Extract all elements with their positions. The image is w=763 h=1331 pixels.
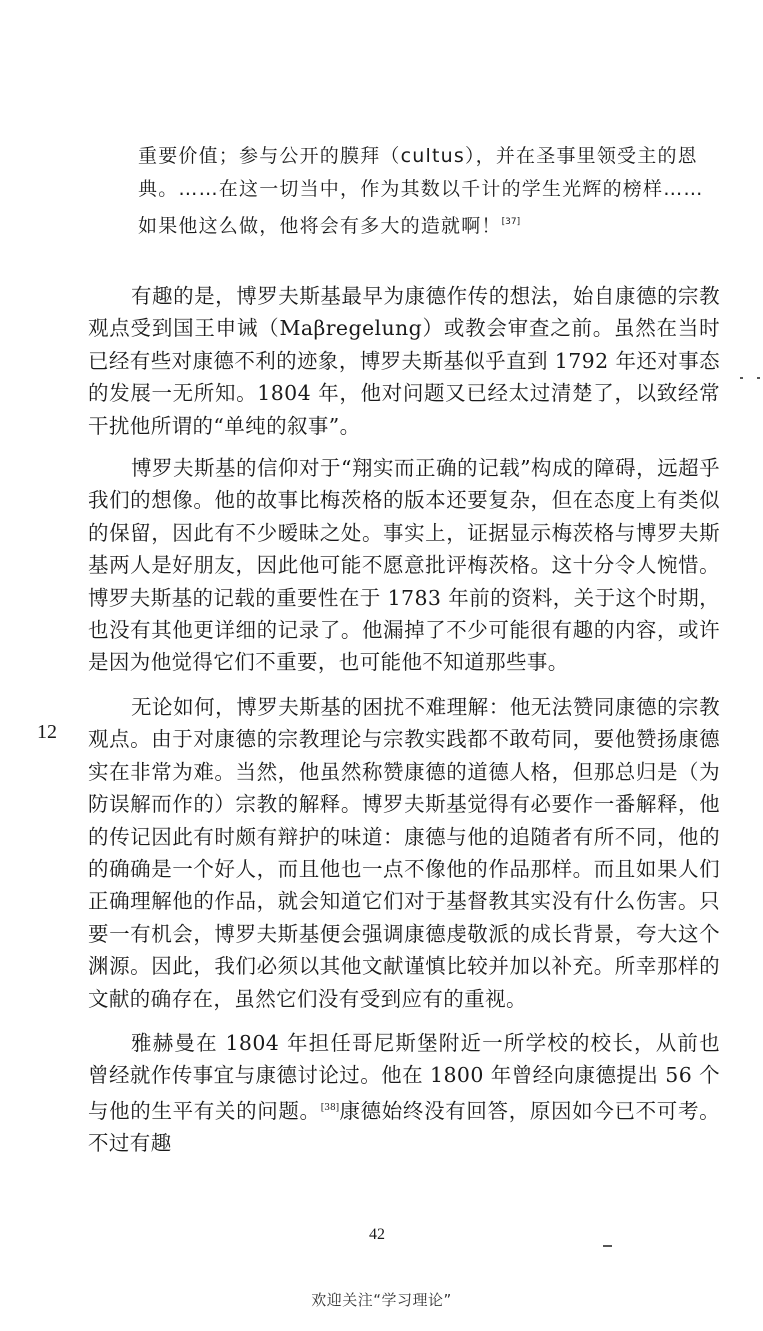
paragraph-3: 无论如何，博罗夫斯基的困扰不难理解：他无法赞同康德的宗教观点。由于对康德的宗教理论与宗教实践都不敢苟同，要他赞扬康德实在非常为难。当然，他虽然称赞康德的道德人格，但那总归是（为防误解而作的）宗教的解释。博罗夫斯基觉得有必要作一番解释，他的传记因此有时颇有辩护的味道：康德与他的追随者有所不同，他的的确确是一个好人，而且他也一点不像他的作品那样。而且如果人们正确理解他的作品，就会知道它们对于基督教其实没有什么伤害。只要一有机会，博罗夫斯基便会强调康德虔敬派的成长背景，夸大这个渊源。因此，我们必须以其他文献谨慎比较并加以补充。所幸那样的文献的确存在，虽然它们没有受到应有的重视。 <box>88 694 720 1011</box>
paragraph-4-text-after: 康德始终没有回答，原因如今已不可考。不过有趣 <box>88 1098 720 1156</box>
margin-number: 12 <box>37 721 57 743</box>
scan-speck <box>603 1245 612 1247</box>
paragraph-4-text-before: 雅赫曼在 1804 年担任哥尼斯堡附近一所学校的校长，从前也曾经就作传事宜与康德讨论过。他在 1800 年曾经向康德提出 56 个与他的生平有关的问题。 <box>88 1030 720 1123</box>
page-number: 42 <box>369 1226 385 1243</box>
footer-caption: 欢迎关注“学习理论” <box>311 1291 452 1309</box>
footnote-ref-37[interactable]: [37] <box>501 217 521 227</box>
body-text <box>88 280 720 1160</box>
paragraph-2: 博罗夫斯基的信仰对于“翔实而正确的记载”构成的障碍，远超乎我们的想像。他的故事比梅茨格的版本还要复杂，但在态度上有类似的保留，因此有不少暧昧之处。事实上，证据显示梅茨格与博罗夫斯基两人是好朋友，因此他可能不愿意批评梅茨格。这十分令人惋惜。博罗夫斯基的记载的重要性在于 1783 年前的资料，关于这个时期，也没有其他更详细的记录了。他漏掉了不少可能很有趣的内容，或许是因为他觉得它们不重要，也可能他不知道那些事。 <box>88 456 720 675</box>
block-quote-text: 重要价值；参与公开的膜拜（cultus），并在圣事里领受主的恩典。……在这一切当中，作为其数以千计的学生光辉的榜样……如果他这么做，他将会有多大的造就啊！ <box>138 145 704 237</box>
footnote-ref-38[interactable]: [38] <box>320 1102 340 1113</box>
scan-speck <box>740 377 743 379</box>
scan-speck <box>757 377 760 379</box>
block-quote <box>138 140 720 243</box>
paragraph-4 <box>88 1027 720 1160</box>
paragraph-1: 有趣的是，博罗夫斯基最早为康德作传的想法，始自康德的宗教观点受到国王申诫（Maβregelung）或教会审查之前。虽然在当时已经有些对康德不利的迹象，博罗夫斯基似乎直到 1792 年还对事态的发展一无所知。1804 年，他对问题又已经太过清楚了，以致经常干扰他所谓的“单纯的叙事”。 <box>88 284 720 438</box>
